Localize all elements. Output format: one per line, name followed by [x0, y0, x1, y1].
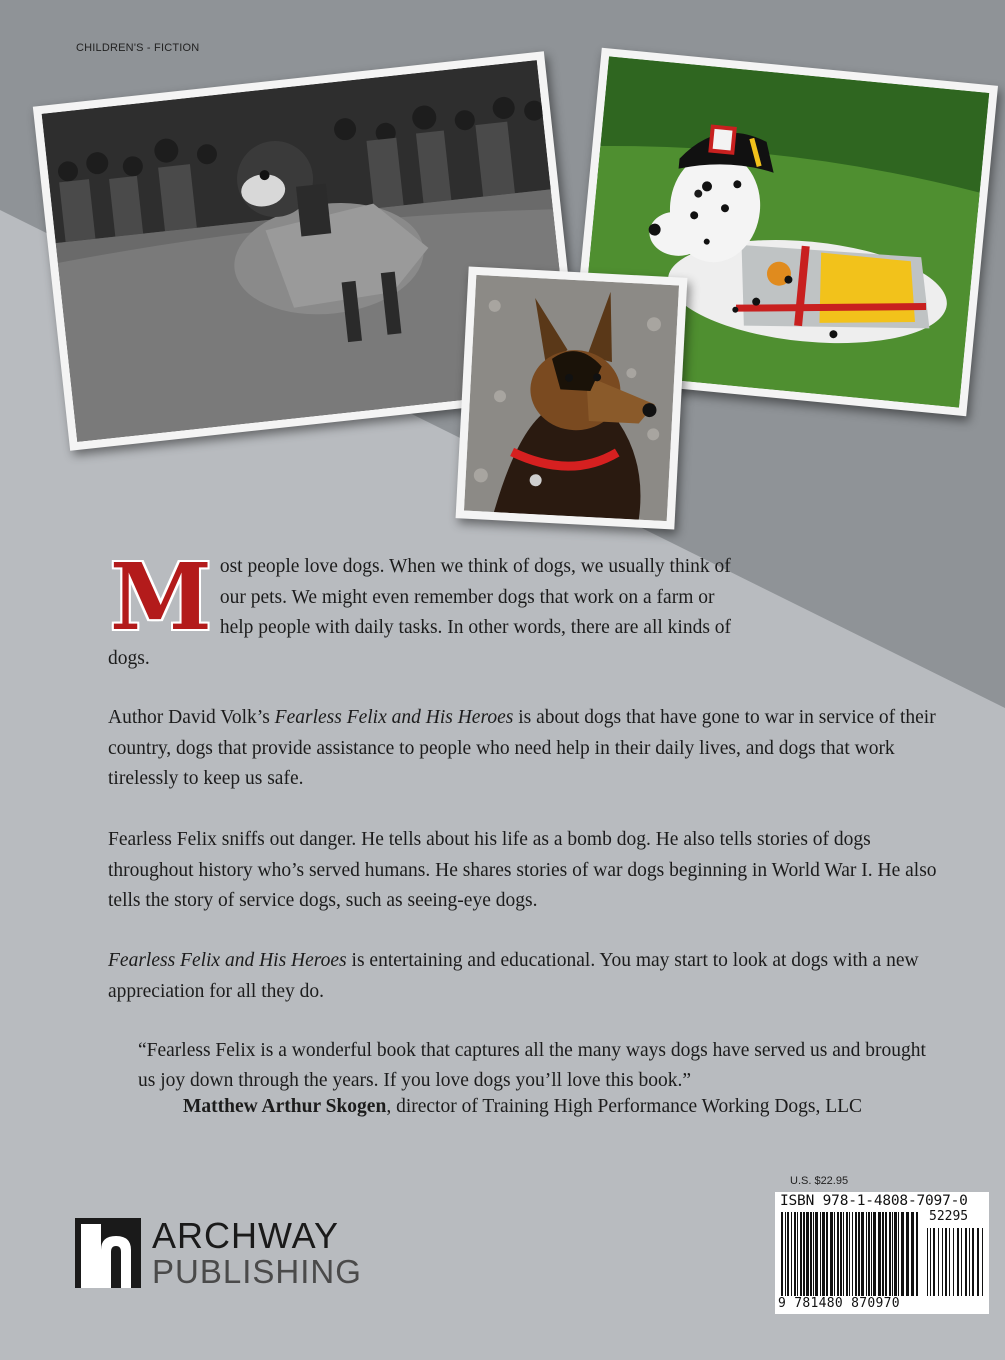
closing-paragraph: [108, 946, 960, 1007]
publisher-logo: [75, 1217, 395, 1289]
barcode-addon: 52295: [929, 1209, 969, 1224]
review-quote: “Fearless Felix is a wonderful book that captures all the many ways dogs have served us and brought us joy down through the years. If you love dogs you’ll love this book.”: [138, 1040, 926, 1091]
barcode: [775, 1192, 989, 1314]
book-title: Fearless Felix and His Heroes: [274, 707, 514, 728]
german-shepherd-photo: [456, 266, 688, 529]
felix-paragraph: Fearless Felix sniffs out danger. He tells about his life as a bomb dog. He also tells stories of dogs throughout history who’s served humans. He shares stories of war dogs beginning in World War I. He also tells the story of service dogs, such as seeing-eye dogs.: [108, 829, 937, 911]
intro-paragraph: [108, 543, 748, 674]
publisher-name-line2: PUBLISHING: [152, 1253, 362, 1290]
drop-cap: M: [110, 543, 212, 651]
price-label: U.S. $22.95: [790, 1175, 849, 1187]
author-intro: Author David Volk’s: [108, 707, 275, 728]
author-rest: is about dogs that have gone to war in service of their country, dogs that provide assistance to people who need help in their daily lives, and dogs that work tirelessly to keep us safe.: [108, 707, 936, 789]
barcode-bars: [779, 1212, 985, 1296]
book-title-2: Fearless Felix and His Heroes: [108, 950, 347, 971]
publisher-name-line1: ARCHWAY: [152, 1215, 339, 1256]
barcode-digits: 9 781480 870970: [778, 1296, 900, 1311]
quote-attribution: [183, 1096, 943, 1118]
category-label: CHILDREN'S - FICTION: [76, 42, 200, 54]
archway-logo-icon: [75, 1218, 141, 1288]
reviewer-role: , director of Training High Performance Working Dogs, LLC: [386, 1096, 863, 1117]
author-paragraph: [108, 703, 960, 795]
isbn-label: ISBN 978-1-4808-7097-0: [780, 1193, 968, 1209]
intro-text: ost people love dogs. When we think of dogs, we usually think of our pets. We might even remember dogs that work on a farm or help people with daily tasks. In other words, there are all kinds of dogs.: [108, 556, 732, 669]
reviewer-name: Matthew Arthur Skogen: [183, 1096, 387, 1117]
closing-text: is entertaining and educational. You may start to look at dogs with a new appreciation for all they do.: [108, 950, 919, 1002]
